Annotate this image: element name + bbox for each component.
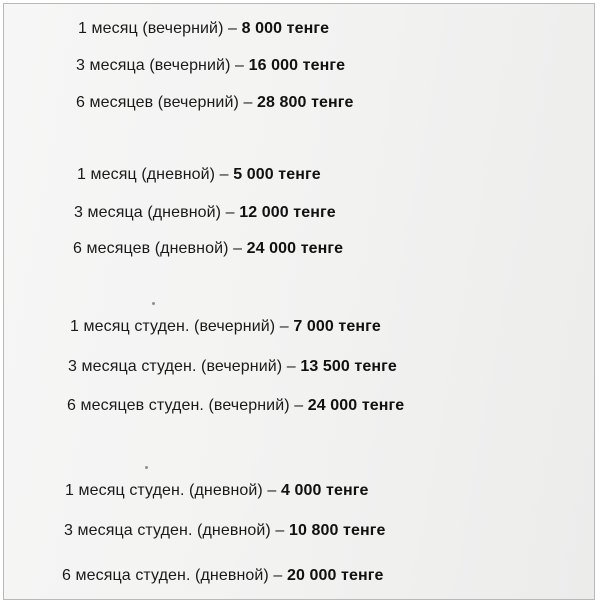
paper-speck [145, 466, 148, 469]
price-line-desc: 3 месяца студен. (дневной) – [64, 522, 289, 539]
price-line-amount: 24 000 тенге [246, 240, 344, 257]
price-line-amount: 10 800 тенге [288, 522, 386, 539]
price-line-6-months-student-evening [67, 397, 404, 415]
price-line-desc: 6 месяцев (вечерний) – [76, 94, 258, 111]
price-line-1-month-student-day [65, 482, 369, 500]
paper-speck [152, 302, 155, 305]
price-line-3-months-day [74, 204, 336, 222]
price-line-6-months-day [73, 240, 343, 258]
price-line-desc: 1 месяц (дневной) – [77, 166, 234, 183]
price-line-desc: 3 месяца (дневной) – [74, 204, 240, 221]
price-line-desc: 3 месяца (вечерний) – [76, 57, 249, 74]
price-line-desc: 6 месяцев студен. (вечерний) – [67, 397, 308, 414]
price-line-amount: 12 000 тенге [239, 204, 336, 221]
price-line-desc: 1 месяц студен. (вечерний) – [70, 318, 294, 335]
price-line-amount: 16 000 тенге [248, 57, 346, 74]
price-line-1-month-evening [78, 20, 329, 38]
price-line-amount: 4 000 тенге [280, 482, 369, 499]
price-line-desc: 1 месяц студен. (дневной) – [65, 482, 281, 499]
price-line-amount: 7 000 тенге [293, 318, 381, 335]
price-line-1-month-student-evening [70, 318, 381, 336]
price-line-amount: 5 000 тенге [233, 166, 321, 183]
price-line-1-month-day [77, 166, 321, 184]
price-line-amount: 13 500 тенге [300, 358, 397, 375]
price-line-amount: 28 800 тенге [257, 94, 354, 111]
price-line-desc: 1 месяц (вечерний) – [78, 20, 242, 37]
price-line-desc: 3 месяца студен. (вечерний) – [68, 358, 301, 375]
price-line-3-months-evening [76, 57, 345, 75]
price-line-3-months-student-evening [68, 358, 397, 376]
price-line-desc: 6 месяцев (дневной) – [73, 240, 247, 257]
price-line-amount: 20 000 тенге [286, 567, 384, 584]
price-line-6-months-student-day [62, 567, 384, 585]
price-line-desc: 6 месяца студен. (дневной) – [62, 567, 287, 584]
price-line-3-months-student-day [64, 522, 386, 540]
price-line-amount: 24 000 тенге [307, 397, 405, 414]
price-list-sheet [3, 3, 595, 600]
price-line-amount: 8 000 тенге [241, 20, 330, 37]
price-line-6-months-evening [76, 94, 354, 112]
